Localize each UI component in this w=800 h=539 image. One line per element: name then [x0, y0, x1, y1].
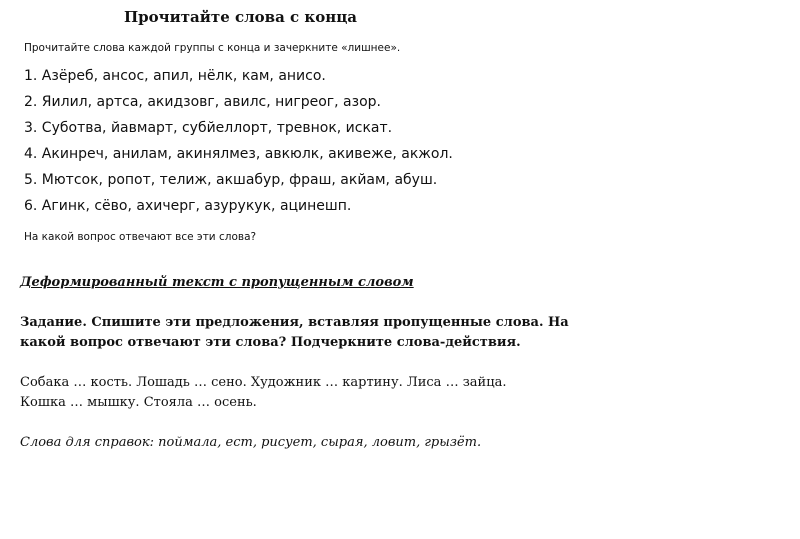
word-group-item: 4. Акинреч, анилам, акинялмез, авкюлк, акивеже, акжол.	[24, 146, 453, 162]
word-group-item: 5. Мютсок, ропот, телиж, акшабур, фраш, акйам, абуш.	[24, 172, 438, 188]
task-instruction-line-1: Задание. Спишите эти предложения, вставляя пропущенные слова. На	[20, 315, 569, 330]
word-group-item: 2. Яилил, артса, акидзовг, авилс, нигреог, азор.	[24, 94, 381, 110]
scanned-exercise	[14, 0, 453, 252]
task-instruction-line-2: какой вопрос отвечают эти слова? Подчеркните слова-действия.	[20, 335, 521, 350]
scan-question: На какой вопрос отвечают все эти слова?	[24, 231, 257, 243]
sentences-line-1: Собака … кость. Лошадь … сено. Художник … картину. Лиса … зайца.	[20, 375, 507, 390]
scan-title: Прочитайте слова с конца	[124, 8, 358, 26]
word-group-item: 6. Агинк, сёво, ахичерг, азурукук, ацинешп.	[24, 198, 352, 214]
word-group-item: 3. Суботва, йавмарт, субйеллорт, тревнок, искат.	[24, 120, 393, 136]
word-group-list	[24, 68, 453, 224]
sentences-line-2: Кошка … мышку. Стояла … осень.	[20, 395, 257, 410]
reference-words: Слова для справок: поймала, ест, рисует, сырая, ловит, грызёт.	[20, 435, 482, 450]
task-heading: Деформированный текст с пропущенным словом	[20, 275, 414, 290]
word-group-item: 1. Азёреб, ансос, апил, нёлк, кам, анисо.	[24, 68, 326, 84]
scan-instruction: Прочитайте слова каждой группы с конца и зачеркните «лишнее».	[24, 42, 401, 54]
